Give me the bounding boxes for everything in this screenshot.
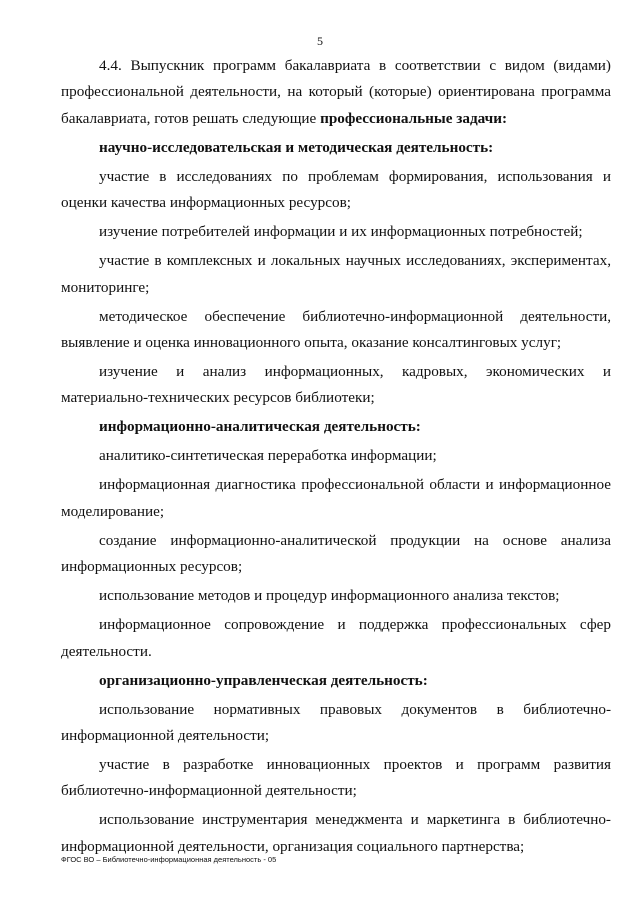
task-item: использование инструментария менеджмента и маркетинга в библиотечно-информационной деятельности, организация социального партнерства; [61, 811, 611, 855]
task-item: использование методов и процедур информационного анализа текстов; [99, 587, 560, 605]
task-item: изучение и анализ информационных, кадровых, экономических и материально-технических ресурсов библиотеки; [61, 363, 611, 407]
intro-paragraph [61, 53, 611, 132]
task-item: создание информационно-аналитической продукции на основе анализа информационных ресурсов; [61, 531, 611, 576]
section-heading-analytical: информационно-аналитическая деятельность: [99, 418, 421, 436]
task-item: методическое обеспечение библиотечно-информационной деятельности, выявление и оценка инновационного опыта, оказание консалтинговых услуг; [61, 307, 611, 352]
page-footer: ФГОС ВО – Библиотечно-информационная деятельность - 05 [61, 855, 277, 864]
task-item: аналитико-синтетическая переработка информации; [99, 447, 437, 465]
task-item: информационное сопровождение и поддержка профессиональных сфер деятельности. [61, 616, 611, 660]
task-item: участие в комплексных и локальных научных исследованиях, экспериментах, мониторинге; [61, 252, 611, 296]
task-item: участие в исследованиях по проблемам формирования, использования и оценки качества информационных ресурсов; [61, 167, 611, 212]
section-heading-management: организационно-управленческая деятельность: [99, 671, 428, 689]
section-heading-research: научно-исследовательская и методическая деятельность: [99, 138, 494, 156]
intro-text: 4.4. Выпускник программ бакалавриата в соответствии с видом (видами) профессиональной деятельности, на который (которые) ориентирована программа бакалавриата, готов решать следующие [61, 57, 611, 127]
task-item: участие в разработке инновационных проектов и программ развития библиотечно-информационной деятельности; [61, 756, 611, 800]
task-item: использование нормативных правовых документов в библиотечно-информационной деятельности; [61, 700, 611, 745]
task-item: информационная диагностика профессиональной области и информационное моделирование; [61, 476, 611, 520]
intro-bold-text: профессиональные задачи: [320, 109, 508, 127]
page-number: 5 [317, 34, 323, 48]
document-body [61, 53, 611, 863]
task-item: изучение потребителей информации и их информационных потребностей; [99, 223, 583, 241]
